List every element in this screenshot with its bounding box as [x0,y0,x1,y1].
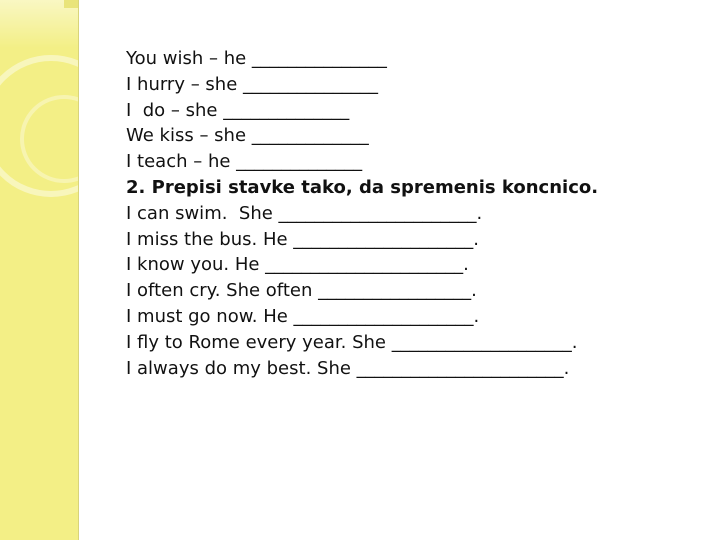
exercise-line-12: I always do my best. She _______________________. [126,357,570,379]
exercise-line-9: I often cry. She often _________________. [126,280,477,302]
exercise-line-11: I fly to Rome every year. She ____________________. [126,331,578,353]
exercise-text [126,46,706,381]
exercise-line-2: I hurry – she _______________ [126,73,379,95]
exercise-line-7: I miss the bus. He ____________________. [126,228,480,250]
exercise-line-8: I know you. He ______________________. [126,254,469,276]
exercise-line-6: I can swim. She ______________________. [126,202,483,224]
exercise-line-1: You wish – he _______________ [126,48,387,69]
exercise-line-10: I must go now. He ____________________. [126,305,480,327]
exercise-line-5: I teach – he ______________ [126,151,363,173]
sidebar-notch [64,0,78,8]
decorative-sidebar [0,0,79,540]
exercise-line-4: We kiss – she _____________ [126,125,369,147]
exercise-heading: 2. Prepisi stavke tako, da spremenis koncnico. [126,176,599,198]
exercise-line-3: I do – she ______________ [126,99,350,121]
